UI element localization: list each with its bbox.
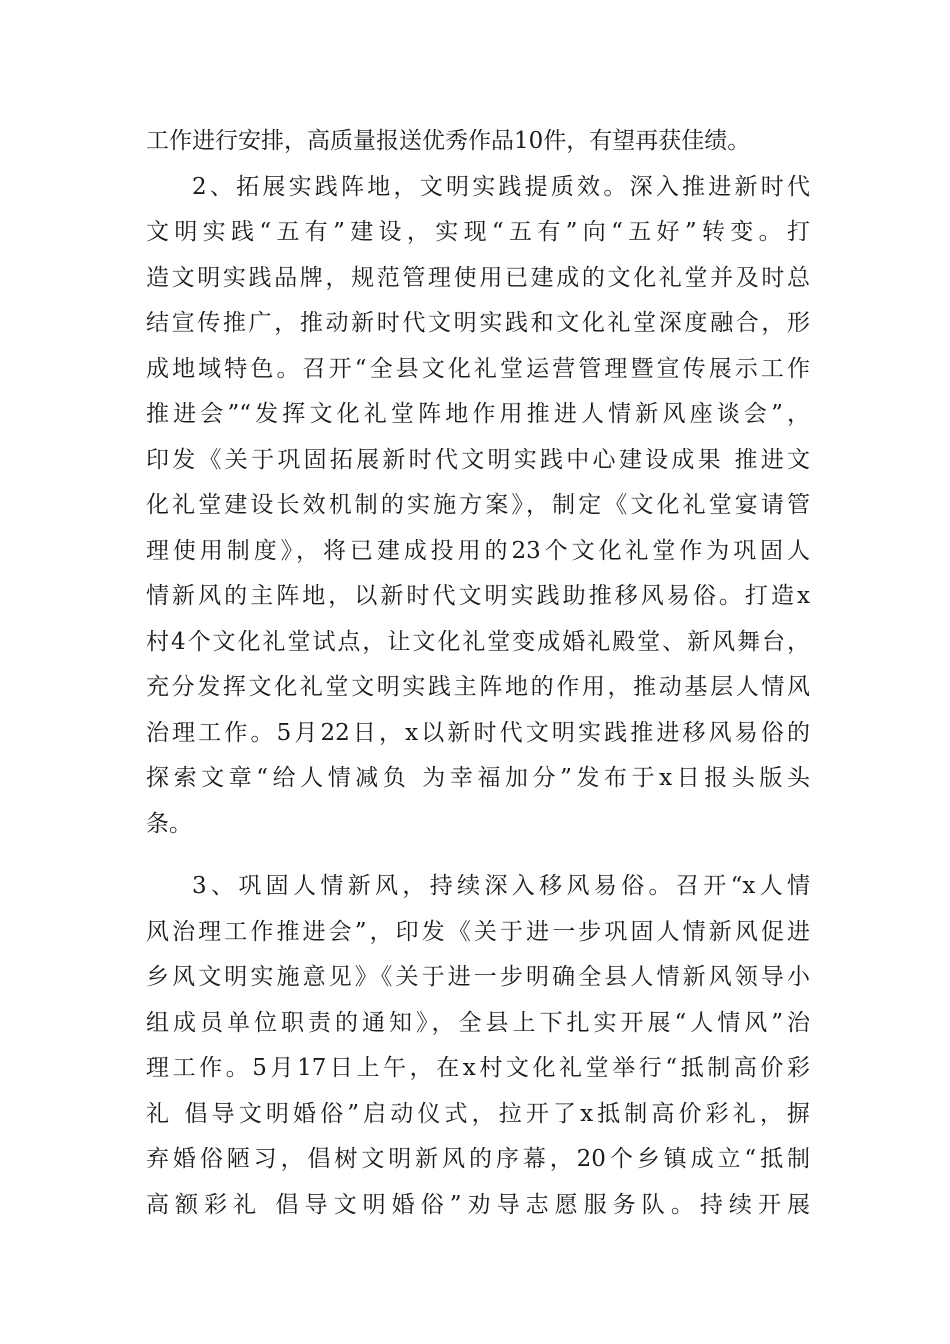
text-line: 印发《关于巩固拓展新时代文明实践中心建设成果 推进文 [146,446,810,473]
text-line: 高额彩礼 倡导文明婚俗”劝导志愿服务队。持续开展 [146,1191,810,1218]
text-line: 理工作。5月17日上午，在x村文化礼堂举行“抵制高价彩 [146,1055,810,1081]
text-line: 风治理工作推进会”，印发《关于进一步巩固人情新风促进 [146,918,810,945]
text-line: 结宣传推广，推动新时代文明实践和文化礼堂深度融合，形 [146,310,810,336]
text-line: 组成员单位职责的通知》，全县上下扎实开展“人情风”治 [146,1009,810,1036]
text-line: 条。 [146,810,192,837]
text-line: 充分发挥文化礼堂文明实践主阵地的作用，推动基层人情风 [146,674,810,700]
paragraph-2-heading-line: 2、拓展实践阵地，文明实践提质效。深入推进新时代 [192,173,810,200]
text-line: 造文明实践品牌，规范管理使用已建成的文化礼堂并及时总 [146,264,810,291]
paragraph-3-heading-line: 3、巩固人情新风，持续深入移风易俗。召开“x人情 [192,873,810,899]
text-line: 情新风的主阵地，以新时代文明实践助推移风易俗。打造x [146,583,810,609]
text-line: 治理工作。5月22日，x以新时代文明实践推进移风易俗的 [146,719,810,746]
text-line: 礼 倡导文明婚俗”启动仪式，拉开了x抵制高价彩礼，摒 [146,1100,810,1127]
text-line: 弃婚俗陋习，倡树文明新风的序幕，20个乡镇成立“抵制 [146,1146,810,1172]
text-line: 村4个文化礼堂试点，让文化礼堂变成婚礼殿堂、新风舞台， [146,628,810,655]
text-line: 推进会”“发挥文化礼堂阵地作用推进人情新风座谈会”， [146,401,810,427]
text-line: 理使用制度》，将已建成投用的23个文化礼堂作为巩固人 [146,537,810,564]
text-line: 文明实践“五有”建设，实现“五有”向“五好”转变。打 [146,219,810,245]
text-line: 探索文章“给人情减负 为幸福加分”发布于x日报头版头 [146,765,810,791]
body-text [146,119,810,1228]
text-line: 乡风文明实施意见》《关于进一步明确全县人情新风领导小 [146,964,810,990]
paragraph-gap [146,847,810,864]
text-line: 化礼堂建设长效机制的实施方案》，制定《文化礼堂宴请管 [146,492,810,518]
text-line: 成地域特色。召开“全县文化礼堂运营管理暨宣传展示工作 [146,355,810,382]
text-line: 工作进行安排，高质量报送优秀作品10件，有望再获佳绩。 [146,128,751,154]
